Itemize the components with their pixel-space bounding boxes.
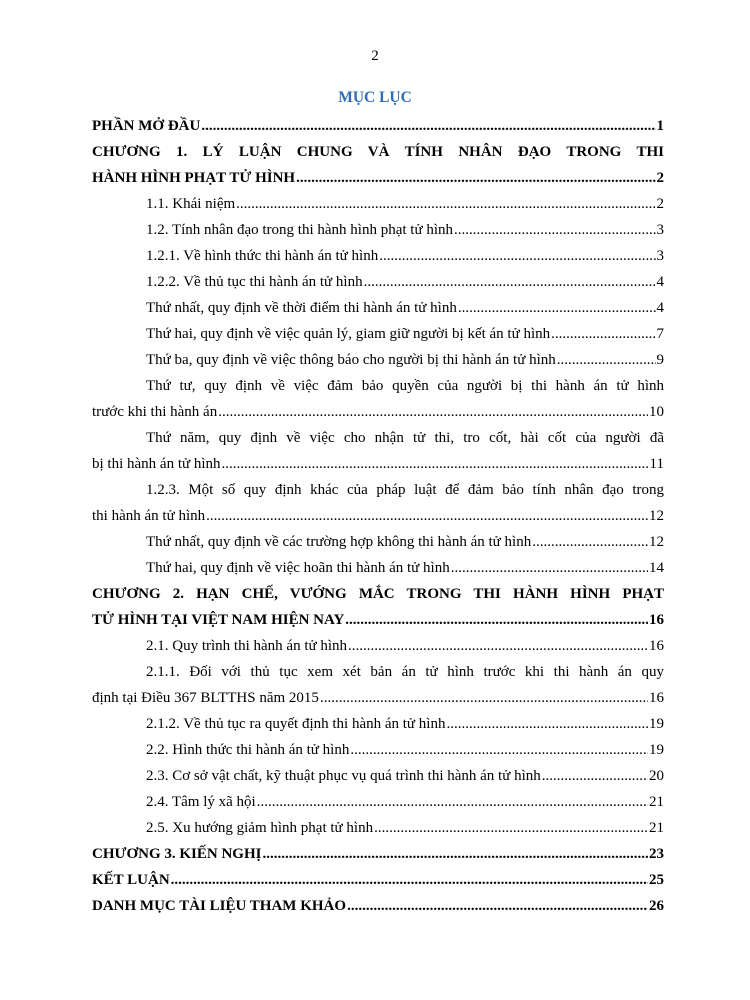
toc-entry[interactable] <box>146 194 664 214</box>
toc-entry[interactable] <box>92 506 664 526</box>
toc-entry-text: KẾT LUẬN <box>92 872 170 888</box>
toc-entry-text: 2.4. Tâm lý xã hội <box>146 794 256 810</box>
toc-entry[interactable] <box>146 636 664 656</box>
toc-entry-page: 25 <box>649 872 664 888</box>
toc-entry[interactable] <box>146 792 664 812</box>
toc-entry-text: Thứ ba, quy định về việc thông báo cho người bị thi hành án tử hình <box>146 352 556 368</box>
toc-entry-text: TỬ HÌNH TẠI VIỆT NAM HIỆN NAY <box>92 612 345 628</box>
toc-entry-page: 16 <box>649 612 664 628</box>
dot-leader <box>345 610 648 630</box>
toc-entry-text: định tại Điều 367 BLTTHS năm 2015 <box>92 690 319 706</box>
toc-entry-page: 1 <box>656 118 664 134</box>
dot-leader <box>350 740 648 760</box>
dot-leader <box>551 324 655 344</box>
toc-entry[interactable] <box>146 220 664 240</box>
toc-entry-page: 12 <box>649 508 664 524</box>
dot-leader <box>348 636 648 656</box>
dot-leader <box>451 558 648 578</box>
toc-entry[interactable] <box>92 116 664 136</box>
toc-entry[interactable] <box>146 324 664 344</box>
toc-entry-line: CHƯƠNG 1. LÝ LUẬN CHUNG VÀ TÍNH NHÂN ĐẠO TRONG THI <box>92 144 664 160</box>
dot-leader <box>296 168 655 188</box>
toc-entry-text: Thứ nhất, quy định về các trường hợp không thi hành án tử hình <box>146 534 532 550</box>
toc-entry-text: 1.2. Tính nhân đạo trong thi hành hình phạt tử hình <box>146 222 453 238</box>
toc-entry-page: 19 <box>649 742 664 758</box>
toc-entry-page: 14 <box>649 560 664 576</box>
toc-entry-page: 16 <box>649 690 664 706</box>
dot-leader <box>206 506 648 526</box>
toc-entry-text: bị thi hành án tử hình <box>92 456 221 472</box>
dot-leader <box>262 844 648 864</box>
toc-entry-text: DANH MỤC TÀI LIỆU THAM KHẢO <box>92 898 347 914</box>
dot-leader <box>532 532 648 552</box>
page-number: 2 <box>371 48 379 64</box>
toc-entry-text: Thứ hai, quy định về việc quản lý, giam giữ người bị kết án tử hình <box>146 326 551 342</box>
dot-leader <box>320 688 648 708</box>
toc-entry-text: 1.2.2. Về thủ tục thi hành án tử hình <box>146 274 363 290</box>
toc-entry-page: 4 <box>656 300 664 316</box>
toc-entry-line: 2.1.1. Đối với thủ tục xem xét bản án tử hình trước khi thi hành án quy <box>146 664 664 680</box>
toc-entry[interactable] <box>146 818 664 838</box>
toc-entry-line: Thứ năm, quy định về việc cho nhận tử thi, tro cốt, hài cốt của người đã <box>146 430 664 446</box>
dot-leader <box>347 896 648 916</box>
dot-leader <box>236 194 655 214</box>
toc-entry[interactable] <box>146 558 664 578</box>
toc-entry-page: 19 <box>649 716 664 732</box>
dot-leader <box>201 116 655 136</box>
toc-entry-text: 2.2. Hình thức thi hành án tử hình <box>146 742 350 758</box>
toc-entry[interactable] <box>146 246 664 266</box>
toc-entry-text: 2.3. Cơ sở vật chất, kỹ thuật phục vụ quá trình thi hành án tử hình <box>146 768 541 784</box>
toc-entry-page: 2 <box>656 170 664 186</box>
toc-entry[interactable] <box>146 298 664 318</box>
toc-entry-page: 9 <box>656 352 664 368</box>
toc-entry-line: 1.2.3. Một số quy định khác của pháp luật để đảm bảo tính nhân đạo trong <box>146 482 664 498</box>
toc-entry-text: thi hành án tử hình <box>92 508 206 524</box>
toc-entry-page: 10 <box>649 404 664 420</box>
toc-entry-text: HÀNH HÌNH PHẠT TỬ HÌNH <box>92 170 296 186</box>
toc-entry-page: 21 <box>649 794 664 810</box>
toc-entry[interactable] <box>92 688 664 708</box>
dot-leader <box>454 220 656 240</box>
toc-entry[interactable] <box>146 766 664 786</box>
toc-entry[interactable] <box>92 402 664 422</box>
dot-leader <box>374 818 648 838</box>
toc-entry[interactable] <box>146 714 664 734</box>
dot-leader <box>222 454 649 474</box>
toc-entry[interactable] <box>146 532 664 552</box>
toc-entry-line: Thứ tư, quy định về việc đảm bảo quyền của người bị thi hành án tử hình <box>146 378 664 394</box>
dot-leader <box>542 766 648 786</box>
toc-entry-page: 23 <box>649 846 664 862</box>
toc-entry-text: 1.1. Khái niệm <box>146 196 236 212</box>
toc-entry-text: trước khi thi hành án <box>92 404 218 420</box>
toc-entry-page: 20 <box>649 768 664 784</box>
toc-entry-page: 11 <box>649 456 664 472</box>
toc-entry-text: 1.2.1. Về hình thức thi hành án tử hình <box>146 248 379 264</box>
toc-entry[interactable] <box>92 454 664 474</box>
toc-entry-text: PHẦN MỞ ĐẦU <box>92 118 201 134</box>
toc-entry-page: 21 <box>649 820 664 836</box>
toc-entry-page: 3 <box>656 222 664 238</box>
toc-entry-page: 2 <box>656 196 664 212</box>
toc-entry[interactable] <box>92 844 664 864</box>
dot-leader <box>257 792 648 812</box>
toc-entry-line: CHƯƠNG 2. HẠN CHẾ, VƯỚNG MẮC TRONG THI HÀNH HÌNH PHẠT <box>92 586 664 602</box>
toc-entry-page: 4 <box>656 274 664 290</box>
toc-entry-text: Thứ nhất, quy định về thời điểm thi hành án tử hình <box>146 300 457 316</box>
toc-entry-text: 2.1. Quy trình thi hành án tử hình <box>146 638 348 654</box>
dot-leader <box>379 246 655 266</box>
toc-entry[interactable] <box>92 896 664 916</box>
toc-entry[interactable] <box>146 740 664 760</box>
toc-entry-page: 12 <box>649 534 664 550</box>
dot-leader <box>171 870 648 890</box>
toc-title: MỤC LỤC <box>338 89 412 106</box>
toc-entry-text: 2.1.2. Về thủ tục ra quyết định thi hành án tử hình <box>146 716 446 732</box>
toc-entry[interactable] <box>92 168 664 188</box>
toc-entry[interactable] <box>146 350 664 370</box>
dot-leader <box>218 402 648 422</box>
toc-entry[interactable] <box>92 870 664 890</box>
toc-entry-text: Thứ hai, quy định về việc hoãn thi hành án tử hình <box>146 560 450 576</box>
toc-entry-page: 16 <box>649 638 664 654</box>
toc-entry-page: 7 <box>656 326 664 342</box>
toc-entry-page: 26 <box>649 898 664 914</box>
toc-entry[interactable] <box>146 272 664 292</box>
toc-entry[interactable] <box>92 610 664 630</box>
dot-leader <box>446 714 648 734</box>
toc-entry-page: 3 <box>656 248 664 264</box>
dot-leader <box>557 350 656 370</box>
dot-leader <box>364 272 656 292</box>
toc-entry-text: 2.5. Xu hướng giảm hình phạt tử hình <box>146 820 374 836</box>
dot-leader <box>458 298 656 318</box>
toc-entry-text: CHƯƠNG 3. KIẾN NGHỊ <box>92 846 262 862</box>
